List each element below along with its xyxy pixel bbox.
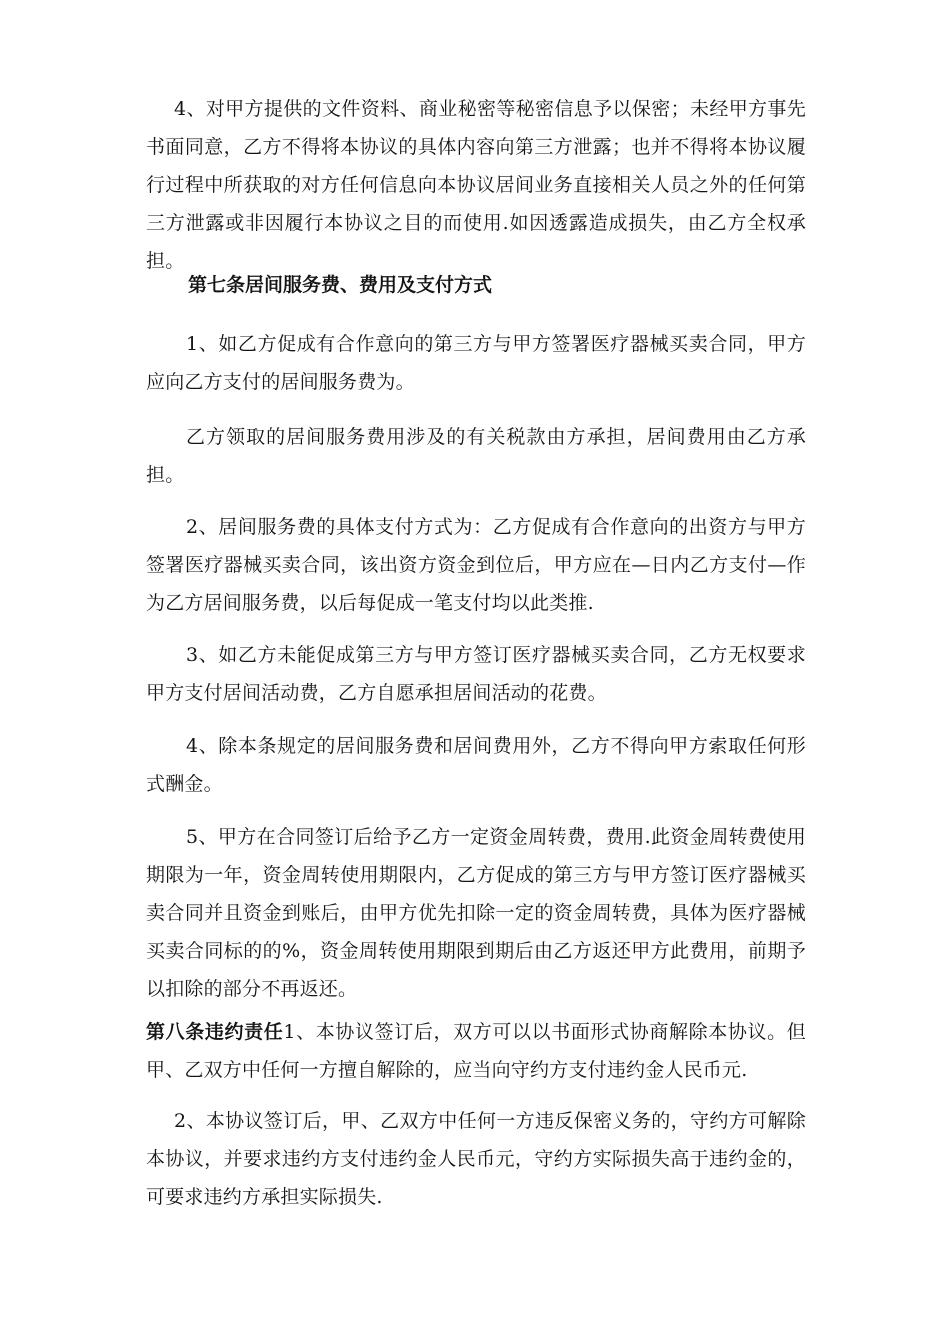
article-8-heading: 第八条违约责任 bbox=[146, 1021, 284, 1043]
paragraph-fee-clause-4: 4、除本条规定的居间服务费和居间费用外，乙方不得向甲方索取任何形式酬金。 bbox=[146, 735, 806, 795]
breach-clause-1-text: 1、本协议签订后，双方可以以书面形式协商解除本协议。但甲、乙双方中任何一方擅自解除的，应当向守约方支付违约金人民币元. bbox=[146, 1021, 806, 1081]
article-7-heading: 第七条居间服务费、费用及支付方式 bbox=[188, 274, 493, 296]
paragraph-breach-clause-2: 2、本协议签订后，甲、乙双方中任何一方违反保密义务的，守约方可解除本协议，并要求违约方支付违约金人民币元，守约方实际损失高于违约金的，可要求违约方承担实际损失. bbox=[146, 1110, 806, 1208]
paragraph-fee-clause-2: 2、居间服务费的具体支付方式为：乙方促成有合作意向的出资方与甲方签署医疗器械买卖合同，该出资方资金到位后，甲方应在—日内乙方支付—作为乙方居间服务费，以后每促成一笔支付均以此类推. bbox=[146, 516, 806, 614]
paragraph-fee-clause-5: 5、甲方在合同签订后给予乙方一定资金周转费，费用.此资金周转费使用期限为一年，资金周转使用期限内，乙方促成的第三方与甲方签订医疗器械买卖合同并且资金到账后，由甲方优先扣除一定的资金周转费，具体为医疗器械买卖合同标的的%，资金周转使用期限到期后由乙方返还甲方此费用，前期予以扣除的部分不再返还。 bbox=[146, 826, 806, 1000]
paragraph-confidentiality-clause-4: 4、对甲方提供的文件资料、商业秘密等秘密信息予以保密；未经甲方事先书面同意，乙方不得将本协议的具体内容向第三方泄露；也并不得将本协议履行过程中所获取的对方任何信息向本协议居间业务直接相关人员之外的任何第三方泄露或非因履行本协议之目的而使用.如因透露造成损失，由乙方全权承担。 bbox=[146, 98, 806, 272]
paragraph-fee-tax: 乙方领取的居间服务费用涉及的有关税款由方承担，居间费用由乙方承担。 bbox=[146, 426, 806, 486]
paragraph-fee-clause-3: 3、如乙方未能促成第三方与甲方签订医疗器械买卖合同，乙方无权要求甲方支付居间活动费，乙方自愿承担居间活动的花费。 bbox=[146, 644, 806, 704]
paragraph-breach-clause-1 bbox=[146, 1013, 806, 1089]
paragraph-fee-clause-1: 1、如乙方促成有合作意向的第三方与甲方签署医疗器械买卖合同，甲方应向乙方支付的居间服务费为。 bbox=[146, 333, 806, 393]
